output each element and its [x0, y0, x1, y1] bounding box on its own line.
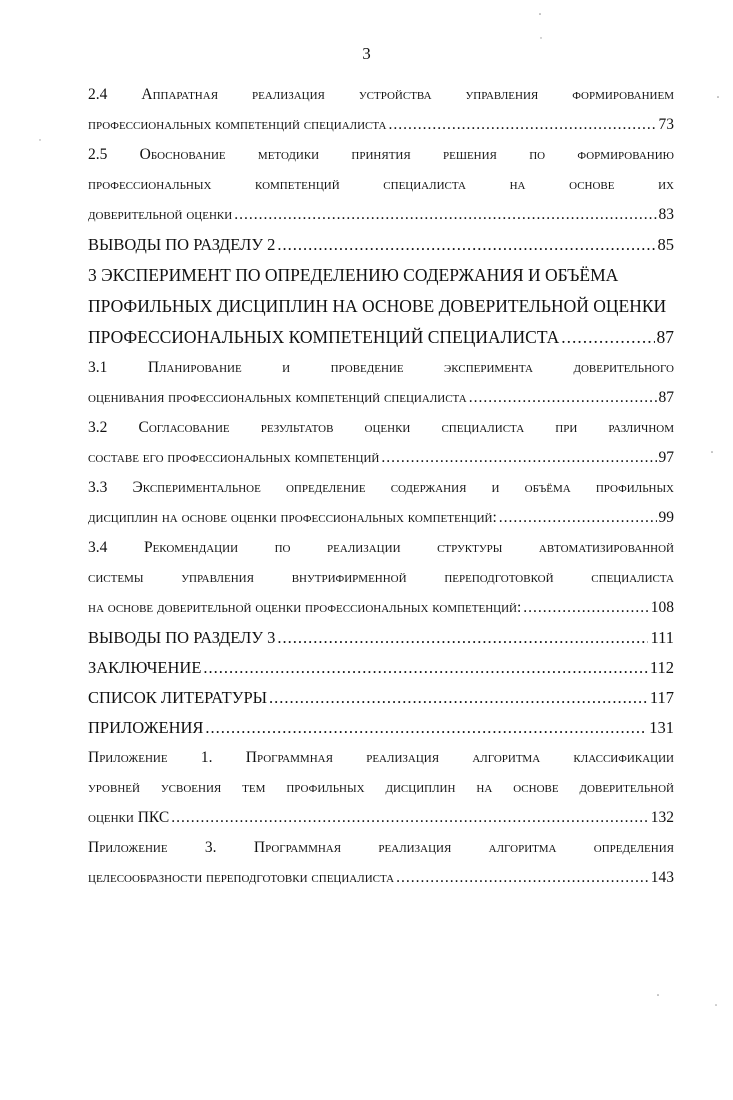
toc-entry-line: ВЫВОДЫ ПО РАЗДЕЛУ 3 [88, 628, 276, 647]
toc-entry-line: целесообразности переподготовки специалиста [88, 869, 395, 886]
scan-speck [711, 451, 713, 453]
page-number: 3 [362, 44, 371, 63]
toc-page-number: 99 [658, 509, 674, 526]
toc-entry-line: 2.5 Обоснование методики принятия решения по формированию [88, 146, 674, 163]
toc-entry-line: оценки ПКС [88, 809, 170, 826]
toc-page-number: 143 [650, 869, 674, 886]
toc-page-number: 111 [650, 628, 674, 647]
toc-entry-line: доверительной оценки [88, 206, 233, 223]
scan-speck [715, 1004, 717, 1006]
toc-entry-line: ЗАКЛЮЧЕНИЕ [88, 658, 202, 677]
toc-entry-line: профессиональных компетенций специалиста [88, 116, 387, 133]
toc-entry-line: Приложение 1. Программная реализация алгоритма классификации [88, 749, 674, 766]
toc-entry-line: оценивания профессиональных компетенций специалиста [88, 389, 467, 406]
scan-speck [657, 994, 659, 996]
toc-page-number: 85 [657, 235, 674, 254]
toc-entry-line: 3.4 Рекомендации по реализации структуры автоматизированной [88, 539, 674, 556]
toc-page-number: 112 [649, 658, 674, 677]
toc-page-number: 97 [658, 449, 674, 466]
toc-page-number: 73 [658, 116, 674, 133]
toc-entry-line: Приложение 3. Программная реализация алгоритма определения [88, 839, 674, 856]
toc-entry-line: составе его профессиональных компетенций [88, 449, 380, 466]
toc-entry-line: ПРОФЕССИОНАЛЬНЫХ КОМПЕТЕНЦИЙ СПЕЦИАЛИСТА [88, 327, 560, 347]
toc-entry-line: системы управления внутрифирменной переподготовкой специалиста [88, 569, 674, 586]
toc-entry-line: дисциплин на основе оценки профессиональных компетенций: [88, 509, 497, 526]
toc-entry-line: 3.2 Согласование результатов оценки специалиста при различном [88, 419, 674, 436]
toc-entry-line: на основе доверительной оценки профессиональных компетенций: [88, 599, 522, 616]
scan-speck [717, 96, 719, 98]
toc-page-number: 87 [656, 327, 674, 347]
toc-entry-line: 3.3 Экспериментальное определение содержания и объёма профильных [88, 479, 674, 496]
toc-entry-line: ВЫВОДЫ ПО РАЗДЕЛУ 2 [88, 235, 276, 254]
toc-entry-line: 2.4 Аппаратная реализация устройства управления формированием [88, 86, 674, 103]
toc-entry-line: 3 ЭКСПЕРИМЕНТ ПО ОПРЕДЕЛЕНИЮ СОДЕРЖАНИЯ И ОБЪЁМА [88, 265, 619, 285]
toc-entry-line: СПИСОК ЛИТЕРАТУРЫ [88, 688, 268, 707]
scan-speck [39, 139, 40, 140]
toc-entry-line: ПРИЛОЖЕНИЯ [88, 718, 204, 737]
toc-page-number: 87 [658, 389, 674, 406]
toc-page-number: 108 [650, 599, 674, 616]
scan-speck [539, 13, 541, 15]
toc-entry-line: профессиональных компетенций специалиста на основе их [88, 176, 674, 193]
toc-page-number: 117 [649, 688, 674, 707]
toc-page-number: 131 [649, 718, 674, 737]
toc-entry-line: ПРОФИЛЬНЫХ ДИСЦИПЛИН НА ОСНОВЕ ДОВЕРИТЕЛЬНОЙ ОЦЕНКИ [88, 296, 667, 316]
toc-entry-line: уровней усвоения тем профильных дисциплин на основе доверительной [88, 779, 674, 796]
toc-page-number: 83 [658, 206, 674, 223]
toc-entry-line: 3.1 Планирование и проведение эксперимента доверительного [88, 359, 674, 376]
scan-speck [540, 37, 541, 38]
toc-page-number: 132 [650, 809, 674, 826]
